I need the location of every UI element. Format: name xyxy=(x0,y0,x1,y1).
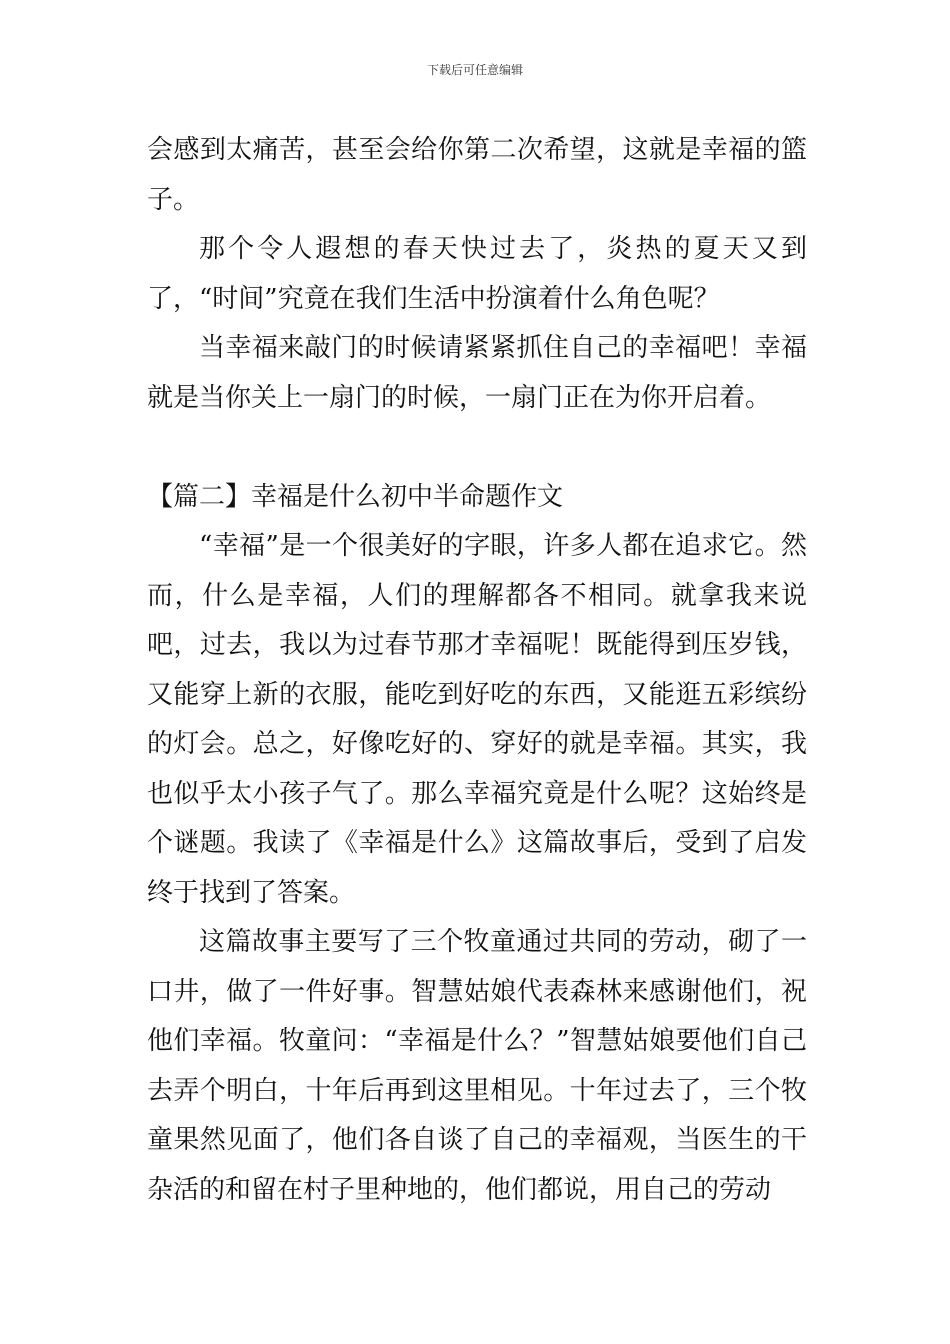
paragraph-story-summary: 这篇故事主要写了三个牧童通过共同的劳动，砌了一口井，做了一件好事。智慧姑娘代表森林来感谢他们，祝他们幸福。牧童问：“幸福是什么？”智慧姑娘要他们自己去弄个明白，十年后再到这里相见。十年过去了，三个牧童果然见面了，他们各自谈了自己的幸福观，当医生的干杂活的和留在村子里种地的，他们都说，用自己的劳动 xyxy=(147,927,807,1205)
paragraph-happiness-knocks: 当幸福来敲门的时候请紧紧抓住自己的幸福吧！幸福就是当你关上一扇门的时候，一扇门正在为你开启着。 xyxy=(147,333,807,413)
page-header-note: 下载后可任意编辑 xyxy=(426,63,523,77)
paragraph-what-is-happiness: “幸福”是一个很美好的字眼，许多人都在追求它。然而，什么是幸福，人们的理解都各不相同。就拿我来说吧，过去，我以为过春节那才幸福呢！既能得到压岁钱，又能穿上新的衣服，能吃到好吃的东西，又能逛五彩缤纷的灯会。总之，好像吃好的、穿好的就是幸福。其实，我也似乎太小孩子气了。那么幸福究竟是什么呢？这始终是个谜题。我读了《幸福是什么》这篇故事后，受到了启发终于找到了答案。 xyxy=(147,531,807,908)
paragraph-spring-summer: 那个令人遐想的春天快过去了，炎热的夏天又到了，“时间”究竟在我们生活中扮演着什么角色呢？ xyxy=(147,234,807,314)
section-heading: 【篇二】幸福是什么初中半命题作文 xyxy=(147,481,564,512)
document-body xyxy=(147,126,807,1215)
paragraph-continued: 会感到太痛苦，甚至会给你第二次希望，这就是幸福的篮子。 xyxy=(147,135,807,215)
